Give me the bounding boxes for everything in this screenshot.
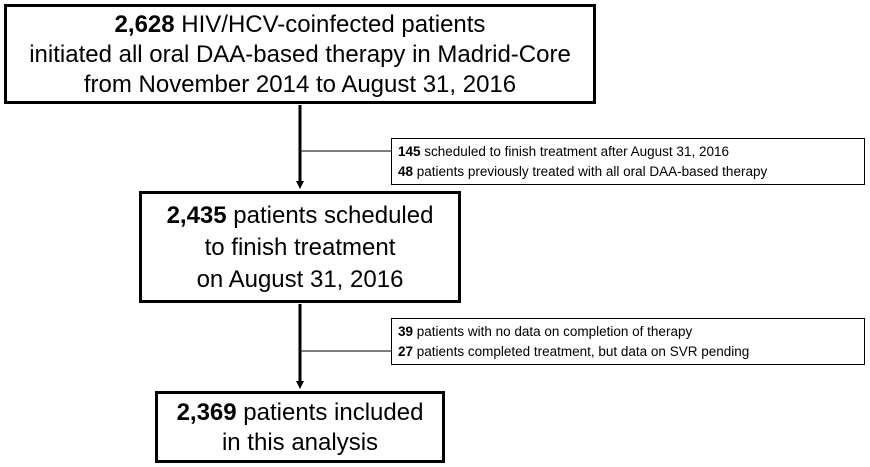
analysis-cohort-text-1: patients included	[236, 399, 424, 426]
exclusion-box-2	[391, 318, 865, 365]
exclusion-1-item-1-count: 145	[398, 144, 421, 159]
scheduled-cohort-line-3: on August 31, 2016	[196, 266, 404, 293]
analysis-cohort-box	[155, 391, 445, 463]
scheduled-cohort-text-1: patients scheduled	[226, 202, 434, 229]
scheduled-cohort-line-1	[142, 200, 458, 232]
exclusion-1-item-1	[398, 142, 856, 162]
initial-cohort-line-2: initiated all oral DAA-based therapy in Madrid-Core	[29, 41, 571, 68]
scheduled-cohort-count: 2,435	[166, 202, 227, 229]
exclusion-2-item-1-text: patients with no data on completion of therapy	[413, 324, 693, 339]
analysis-cohort-count: 2,369	[176, 399, 237, 426]
exclusion-2-item-2	[398, 342, 856, 362]
scheduled-cohort-line-2: to finish treatment	[204, 234, 396, 261]
initial-cohort-box	[4, 4, 596, 104]
exclusion-2-item-1	[398, 322, 856, 342]
exclusion-1-item-2	[398, 162, 856, 182]
initial-cohort-count: 2,628	[114, 11, 175, 38]
exclusion-1-item-1-text: scheduled to finish treatment after August 31, 2016	[420, 144, 729, 159]
exclusion-2-item-2-count: 27	[398, 344, 414, 359]
initial-cohort-line-3: from November 2014 to August 31, 2016	[83, 71, 517, 98]
analysis-cohort-line-1	[158, 398, 442, 428]
initial-cohort-text-1: HIV/HCV-coinfected patients	[174, 11, 486, 38]
exclusion-2-item-2-text: patients completed treatment, but data on SVR pending	[413, 344, 750, 359]
exclusion-box-1	[391, 138, 865, 185]
scheduled-cohort-box	[139, 191, 461, 303]
exclusion-1-item-2-text: patients previously treated with all oral DAA-based therapy	[413, 164, 768, 179]
initial-cohort-line-1	[7, 10, 593, 40]
analysis-cohort-line-2: in this analysis	[221, 429, 379, 456]
exclusion-2-item-1-count: 39	[398, 324, 414, 339]
exclusion-1-item-2-count: 48	[398, 164, 414, 179]
